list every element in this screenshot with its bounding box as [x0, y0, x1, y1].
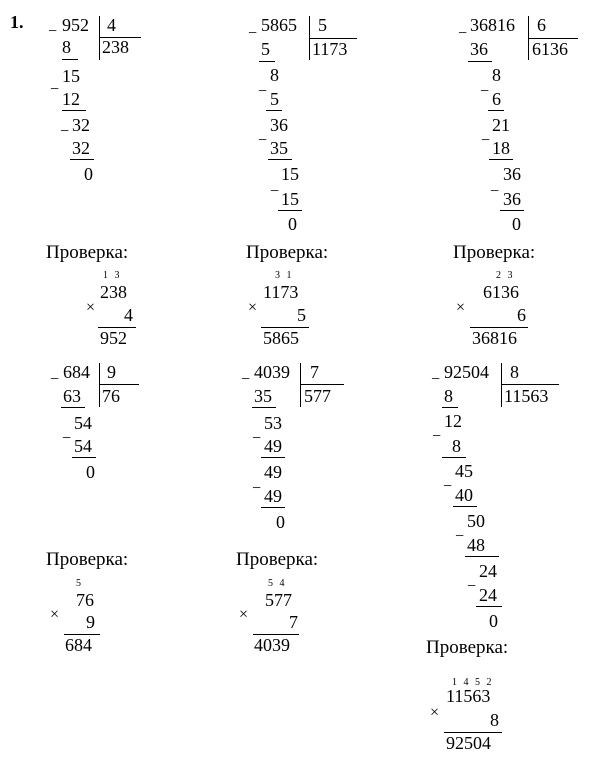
step-underline [488, 110, 504, 111]
step: 12 [444, 411, 462, 431]
step-underline [489, 159, 513, 160]
step-underline [70, 159, 94, 160]
multiplier: 5 [297, 305, 306, 325]
product: 36816 [472, 328, 517, 348]
minus-sign: − [270, 183, 280, 200]
step-underline [453, 506, 477, 507]
minus-sign: − [50, 81, 60, 98]
multiplier: 4 [124, 305, 133, 325]
check-label: Проверка: [426, 637, 509, 658]
minus-sign: − [432, 428, 442, 445]
carry-digits: 2 3 [496, 270, 515, 281]
minus-sign: − [490, 183, 500, 200]
divisor: 5 [318, 15, 327, 35]
times-sign: × [248, 299, 258, 316]
step-underline [500, 210, 524, 211]
minus-sign: − [458, 25, 468, 42]
times-sign: × [239, 606, 249, 623]
step: 49 [264, 436, 282, 456]
minus-sign: − [443, 478, 453, 495]
step-underline [278, 210, 302, 211]
step: 35 [254, 386, 272, 406]
check-label: Проверка: [236, 549, 319, 570]
multiplicand: 76 [76, 590, 94, 610]
step: 36 [470, 39, 488, 59]
division-bar [300, 363, 301, 407]
step: 6 [492, 89, 501, 109]
minus-sign: − [467, 578, 477, 595]
minus-sign: − [252, 480, 262, 497]
step: 5 [270, 89, 279, 109]
dividend: 4039 [254, 362, 290, 382]
step: 8 [444, 386, 453, 406]
dividend: 92504 [444, 362, 489, 382]
step: 36 [503, 164, 521, 184]
step: 8 [270, 65, 279, 85]
step: 32 [72, 115, 90, 135]
quotient: 238 [102, 37, 129, 57]
carry-digits: 5 [76, 578, 83, 589]
step: 49 [264, 462, 282, 482]
minus-sign: − [480, 83, 490, 100]
multiplier: 8 [490, 710, 499, 730]
carry-digits: 1 3 [103, 270, 122, 281]
step-underline [259, 61, 275, 62]
division-bar [501, 363, 502, 407]
step-underline [442, 457, 466, 458]
carry-digits: 1 4 5 2 [452, 677, 494, 688]
remainder: 0 [276, 512, 285, 532]
step-underline [261, 507, 285, 508]
step-underline [72, 457, 96, 458]
step: 36 [503, 189, 521, 209]
quotient: 577 [304, 386, 331, 406]
step-underline [268, 159, 292, 160]
remainder: 0 [512, 214, 521, 234]
step: 8 [492, 65, 501, 85]
quotient: 1173 [312, 39, 348, 59]
remainder: 0 [489, 611, 498, 631]
step: 5 [261, 39, 270, 59]
quotient: 6136 [532, 39, 568, 59]
minus-sign: − [60, 123, 70, 140]
times-sign: × [456, 299, 466, 316]
division-bar [99, 16, 100, 60]
divisor: 8 [510, 362, 519, 382]
multiplicand: 6136 [483, 282, 519, 302]
task-number: 1. [10, 12, 24, 32]
step: 21 [492, 115, 510, 135]
step: 8 [62, 37, 71, 57]
step-underline [476, 606, 502, 607]
minus-sign: − [248, 25, 258, 42]
step-underline [61, 407, 85, 408]
dividend: 36816 [470, 15, 515, 35]
step: 54 [74, 413, 92, 433]
step: 63 [63, 386, 81, 406]
step: 50 [467, 511, 485, 531]
product: 684 [65, 635, 92, 655]
multiplicand: 577 [265, 590, 292, 610]
times-sign: × [50, 606, 60, 623]
step: 40 [455, 485, 473, 505]
multiplier: 9 [86, 612, 95, 632]
product: 92504 [446, 733, 491, 753]
product: 952 [100, 328, 127, 348]
step: 8 [452, 436, 461, 456]
quotient: 11563 [504, 386, 549, 406]
step: 18 [492, 138, 510, 158]
step-underline [468, 61, 492, 62]
step: 36 [270, 115, 288, 135]
multiplicand: 238 [100, 282, 127, 302]
divisor-underline [300, 384, 344, 385]
step-underline [252, 407, 276, 408]
product: 4039 [254, 635, 290, 655]
quotient: 76 [102, 386, 120, 406]
minus-sign: − [62, 430, 72, 447]
dividend: 952 [62, 15, 89, 35]
dividend: 5865 [261, 15, 297, 35]
multiplicand: 11563 [446, 686, 491, 706]
divisor: 6 [537, 15, 546, 35]
minus-sign: − [48, 23, 58, 40]
minus-sign: − [252, 430, 262, 447]
check-label: Проверка: [453, 242, 536, 263]
step: 24 [479, 585, 497, 605]
step: 32 [72, 138, 90, 158]
remainder: 0 [288, 214, 297, 234]
multiplicand: 1173 [263, 282, 299, 302]
step: 12 [62, 89, 80, 109]
remainder: 0 [86, 462, 95, 482]
step-underline [442, 407, 458, 408]
step-underline [62, 110, 86, 111]
step: 24 [479, 561, 497, 581]
multiplier: 6 [517, 305, 526, 325]
divisor: 4 [107, 15, 116, 35]
remainder: 0 [84, 164, 93, 184]
multiplier: 7 [289, 612, 298, 632]
minus-sign: − [431, 371, 441, 388]
times-sign: × [430, 704, 440, 721]
step: 15 [281, 164, 299, 184]
product: 5865 [263, 328, 299, 348]
check-label: Проверка: [46, 242, 129, 263]
divisor-underline [501, 384, 559, 385]
check-label: Проверка: [46, 549, 129, 570]
minus-sign: − [241, 371, 251, 388]
step: 35 [270, 138, 288, 158]
minus-sign: − [258, 83, 268, 100]
step-underline [465, 556, 499, 557]
step: 45 [455, 461, 473, 481]
step: 48 [467, 535, 485, 555]
divisor: 7 [310, 362, 319, 382]
dividend: 684 [63, 362, 90, 382]
divisor: 9 [107, 362, 116, 382]
step: 53 [264, 413, 282, 433]
minus-sign: − [455, 528, 465, 545]
step-underline [261, 457, 285, 458]
division-bar [99, 363, 100, 407]
carry-digits: 5 4 [268, 578, 287, 589]
check-label: Проверка: [246, 242, 329, 263]
step-underline [266, 110, 282, 111]
step-underline [62, 59, 78, 60]
step: 49 [264, 486, 282, 506]
step: 54 [74, 436, 92, 456]
step: 15 [281, 189, 299, 209]
minus-sign: − [258, 132, 268, 149]
divisor-underline [99, 384, 139, 385]
minus-sign: − [50, 371, 60, 388]
step: 15 [62, 66, 80, 86]
minus-sign: − [481, 132, 491, 149]
times-sign: × [86, 299, 96, 316]
carry-digits: 3 1 [275, 270, 294, 281]
